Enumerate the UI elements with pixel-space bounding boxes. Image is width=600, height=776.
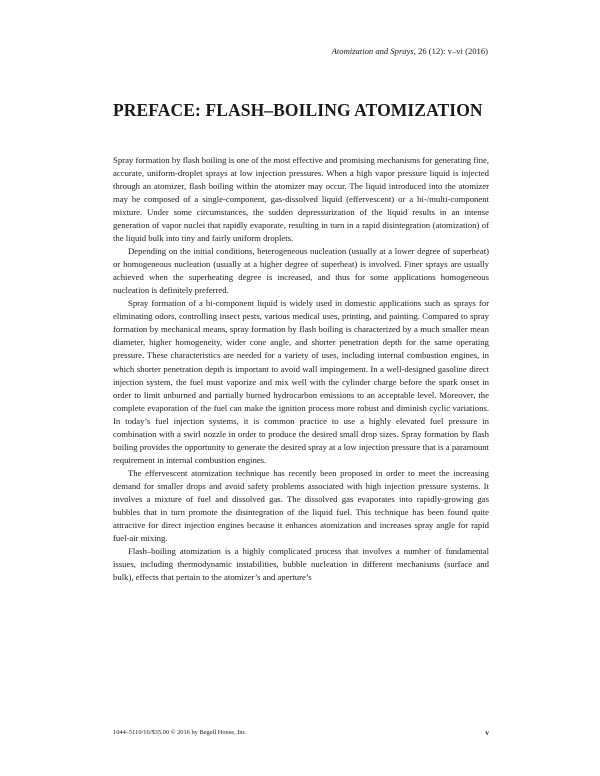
journal-citation: , 26 (12): v–vi (2016) [413,46,488,56]
paragraph: Depending on the initial conditions, heterogeneous nucleation (usually at a lower degree of superheat) or homogeneous nucleation (usually at a higher degree of superheat) is involved. Finer sprays are usually achieved when the superheating degree is increased, and thus for some applications homogeneous nucleation is definitely preferred. [113,246,489,296]
running-head [332,46,488,57]
page-number: v [485,728,489,737]
paragraph: Flash–boiling atomization is a highly complicated process that involves a number of fundamental issues, including thermodynamic instabilities, bubble nucleation in different mechanisms (surface and bulk), effects that pertain to the atomizer’s and aperture’s [113,545,489,582]
journal-name: Atomization and Sprays [331,46,414,56]
article-title: PREFACE: FLASH–BOILING ATOMIZATION [113,100,483,120]
paragraph: Spray formation by flash boiling is one of the most effective and promising mechanisms for generating fine, accurate, uniform-droplet sprays at low injection pressures. When a high vapor pressure liquid is injected through an atomizer, flash boiling within the atomizer may occur. The liquid introduced into the atomizer may be composed of a single-component, gas-dissolved liquid (effervescent) or a bi-/multi-component mixture. Under some circumstances, the sudden depressurization of the liquid results in an intense generation of vapor nuclei that rapidly evaporate, resulting in turn in a rapid disintegration (atomization) of the liquid bulk into tiny and fairly uniform droplets. [113,155,489,244]
article-body [113,154,489,584]
page-footer [113,728,489,737]
paragraph: Spray formation of a bi-component liquid is widely used in domestic applications such as sprays for eliminating odors, controlling insect pests, various medical uses, printing, and painting. Compared to spray formation by mechanical means, spray formation by flash boiling is characterized by a much smaller mean diameter, higher homogeneity, wider cone angle, and shorter penetration depth for the same operating pressure. These characteristics are needed for a variety of uses, including internal combustion engines, in which shorter penetration depth is important to avoid wall impingement. In a well-designed gasoline direct injection system, the fuel must vaporize and mix well with the cylinder charge before the spark onset in order to limit unburned and partially burned hydrocarbon emissions to an acceptable level. Moreover, the complete evaporation of the fuel can make the ignition process more robust and diminish cyclic variations. In today’s fuel injection systems, it is common practice to use a highly elevated fuel pressure in combination with a swirl nozzle in order to produce the desired small drop sizes. Spray formation by flash boiling provides the opportunity to generate the desired spray at a low injection pressure that is a paramount requirement in internal combustion engines. [113,298,489,465]
paragraph: The effervescent atomization technique has recently been proposed in order to meet the increasing demand for smaller drops and avoid safety problems associated with high injection pressure systems. It involves a mixture of fuel and dissolved gas. The dissolved gas evaporates into rapidly-growing gas bubbles that in turn promote the disintegration of the liquid fuel. This technique has been found quite attractive for direct injection engines because it enhances atomization and increases spray angle for rapid fuel-air mixing. [113,467,489,543]
issn-copyright-line: 1044–5110/16/$35.00 © 2016 by Begell House, Inc. [113,729,248,736]
